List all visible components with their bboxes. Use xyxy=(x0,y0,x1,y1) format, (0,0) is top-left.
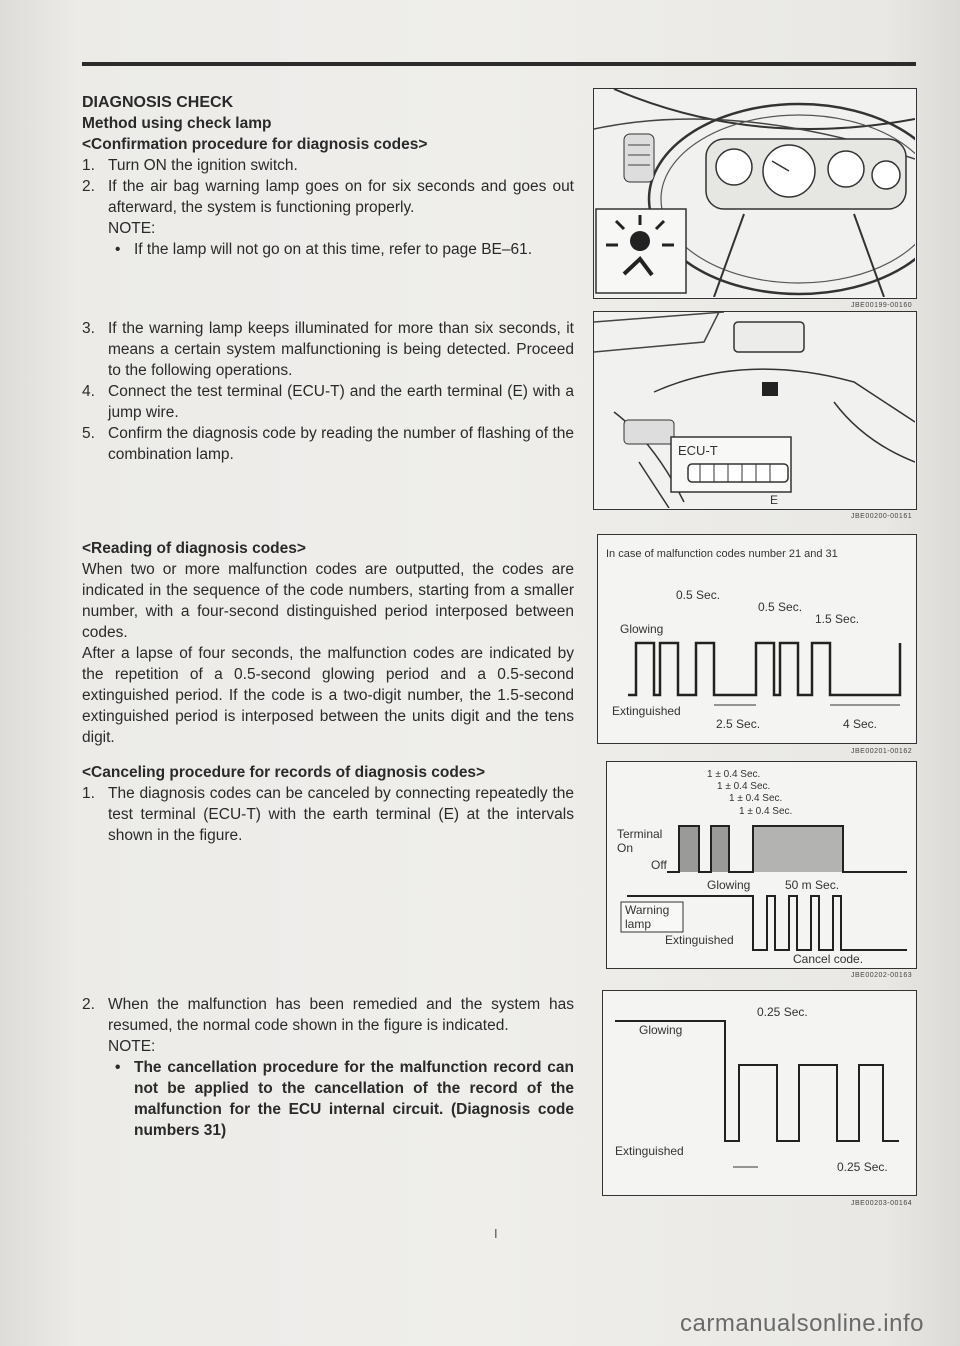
note-label: NOTE: xyxy=(108,220,156,237)
glowing-label: Glowing xyxy=(639,1023,683,1037)
list-item: 4. Connect the test terminal (ECU-T) and the earth terminal (E) with a jump wire. xyxy=(82,383,574,421)
figure-id: JBE00201-00162 xyxy=(851,748,913,755)
figure-id: JBE00199-00160 xyxy=(851,302,913,309)
label-1-sec: 1 ± 0.4 Sec. xyxy=(717,781,771,792)
figure-dashboard xyxy=(593,88,917,299)
normal-code-diagram xyxy=(603,991,915,1194)
note-bullet: • The cancellation procedure for the malfunction record can not be applied to the cancellation of the record of the malfunction for the ECU internal circuit. (Diagnosis code numbers 31) xyxy=(115,1059,574,1139)
extinguished-label: Extinguished xyxy=(665,933,734,947)
reading-paragraph-1: When two or more malfunction codes are outputted, the codes are indicated in the sequence of the code numbers, starting from a smaller number, with a four-second distinguished period interposed between codes. xyxy=(82,561,574,641)
warning-label: Warning xyxy=(625,903,670,917)
watermark: carmanualsonline.info xyxy=(680,1310,924,1337)
cancel-code-label: Cancel code. xyxy=(793,952,864,966)
e-label: E xyxy=(770,493,779,507)
reading-paragraph-2: After a lapse of four seconds, the malfunction codes are indicated by the repetition of a 0.5-second glowing period and a 0.5-second extinguished period. If the code is a two-digit number, the 1.5-second extinguished period is interposed between the units digit and the tens digit. xyxy=(82,645,574,746)
label-1-sec: 1 ± 0.4 Sec. xyxy=(729,793,783,804)
list-item: 1. The diagnosis codes can be canceled by connecting repeatedly the test terminal (ECU-T) with the earth terminal (E) at the intervals shown in the figure. xyxy=(82,785,574,844)
terminal-label: Terminal xyxy=(617,827,663,841)
connector-illustration xyxy=(594,312,915,508)
note-bullet: • If the lamp will not go on at this time, refer to page BE–61. xyxy=(115,241,533,258)
label-4-sec: 4 Sec. xyxy=(843,717,878,731)
extinguished-label: Extinguished xyxy=(612,704,681,718)
list-item: 2. When the malfunction has been remedied and the system has resumed, the normal code shown in the figure is indicated. xyxy=(82,996,574,1034)
on-label: On xyxy=(617,841,634,855)
dashboard-illustration xyxy=(594,89,915,297)
glowing-label: Glowing xyxy=(707,878,751,892)
label-50ms: 50 m Sec. xyxy=(785,878,840,892)
cancel-section xyxy=(82,762,574,846)
section-title: DIAGNOSIS CHECK xyxy=(82,94,234,111)
figure-normal-code xyxy=(602,990,917,1196)
label-1-sec: 1 ± 0.4 Sec. xyxy=(707,769,761,780)
label-top-sec: 0.25 Sec. xyxy=(757,1005,808,1019)
ecu-t-label: ECU-T xyxy=(678,443,718,458)
label-1-sec: 1 ± 0.4 Sec. xyxy=(739,806,793,817)
figure-cancel-timing xyxy=(606,761,917,969)
label-2-5-sec: 2.5 Sec. xyxy=(716,717,761,731)
section-subtitle: Method using check lamp xyxy=(82,115,272,132)
lamp-label: lamp xyxy=(625,917,652,931)
figure-id: JBE00202-00163 xyxy=(851,972,913,979)
off-label: Off xyxy=(651,858,667,872)
figure-id: JBE00200-00161 xyxy=(851,513,913,520)
reading-heading: <Reading of diagnosis codes> xyxy=(82,540,306,557)
cancel-heading: <Canceling procedure for records of diagnosis codes> xyxy=(82,764,486,781)
label-half-sec: 0.5 Sec. xyxy=(676,588,721,602)
steps-section xyxy=(82,318,574,465)
extinguished-label: Extinguished xyxy=(615,1144,684,1158)
figure-code-timing xyxy=(597,534,917,744)
label-half-sec: 0.5 Sec. xyxy=(758,600,803,614)
confirm-heading: <Confirmation procedure for diagnosis codes> xyxy=(82,136,428,153)
top-rule xyxy=(82,62,916,66)
confirmation-section xyxy=(82,92,574,260)
figure-id: JBE00203-00164 xyxy=(851,1200,913,1207)
glowing-label: Glowing xyxy=(620,622,664,636)
pulse-fill xyxy=(711,826,729,872)
list-item: 5. Confirm the diagnosis code by reading the number of flashing of the combination lamp. xyxy=(82,425,574,463)
caption: In case of malfunction codes number 21 and 31 xyxy=(606,548,838,560)
pulse-fill xyxy=(679,826,699,872)
figure-connector xyxy=(593,311,917,510)
pulse-fill xyxy=(753,826,843,872)
list-item: 1. Turn ON the ignition switch. xyxy=(82,157,298,174)
note-label: NOTE: xyxy=(108,1038,156,1055)
cancel-step-2 xyxy=(82,994,574,1141)
label-bottom-sec: 0.25 Sec. xyxy=(837,1160,888,1174)
cancel-diagram xyxy=(607,762,915,967)
label-1-5-sec: 1.5 Sec. xyxy=(815,612,860,626)
page-mark: I xyxy=(494,1226,498,1241)
list-item: 2. If the air bag warning lamp goes on for six seconds and goes out afterward, the system is functioning properly. xyxy=(82,178,574,216)
timing-diagram xyxy=(598,535,915,742)
reading-section xyxy=(82,538,574,748)
list-item: 3. If the warning lamp keeps illuminated for more than six seconds, it means a certain system malfunctioning is being detected. Proceed to the following operations. xyxy=(82,320,574,379)
